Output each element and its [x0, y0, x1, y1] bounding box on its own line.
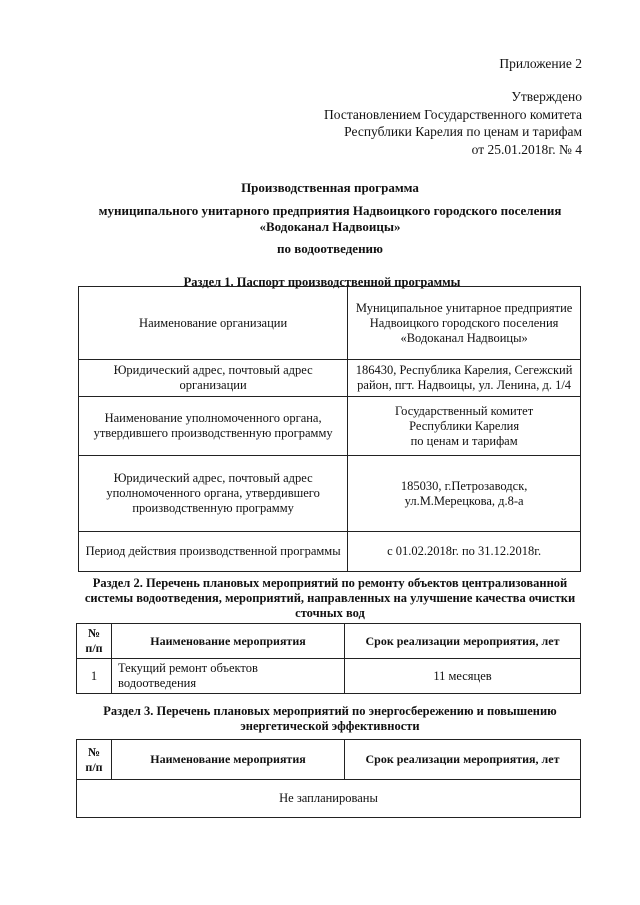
- approval-block: [324, 88, 582, 158]
- passport-row: [79, 456, 581, 532]
- appendix-label: Приложение 2: [499, 56, 582, 71]
- section2-title-line: Раздел 2. Перечень плановых мероприятий по ремонту объектов централизованной: [92, 576, 568, 590]
- passport-value-line: Республики Карелия: [409, 418, 520, 433]
- empty-note: Не запланированы: [77, 780, 581, 818]
- section3-title-line: энергетической эффективности: [240, 719, 420, 733]
- passport-value: [348, 287, 581, 360]
- measures-table: [76, 623, 581, 694]
- section2-title-line: системы водоотведения, мероприятий, направленных на улучшение качества очистки: [84, 591, 576, 605]
- passport-label: Юридический адрес, почтовый адрес уполномоченного органа, утвердившего производственную программу: [79, 456, 348, 532]
- table-row: [77, 659, 581, 694]
- passport-row: [79, 532, 581, 572]
- passport-value-line: 186430, Республика Карелия, Сегежский: [355, 363, 573, 377]
- passport-label: Юридический адрес, почтовый адрес организации: [79, 360, 348, 397]
- passport-label: Период действия производственной программы: [79, 532, 348, 572]
- passport-row: [79, 287, 581, 360]
- passport-row: [79, 360, 581, 397]
- passport-value-line: по ценам и тарифам: [410, 433, 518, 448]
- doc-subtitle: муниципального унитарного предприятия Надвоицкого городского поселения: [98, 203, 562, 218]
- passport-value-line: район, пгт. Надвоицы, ул. Ленина, д. 1/4: [357, 378, 572, 392]
- col-name-header: Наименование мероприятия: [112, 740, 345, 780]
- passport-value-line: 185030, г.Петрозаводск,: [400, 478, 528, 493]
- doc-subtitle-scope: по водоотведению: [277, 241, 383, 256]
- passport-value: с 01.02.2018г. по 31.12.2018г.: [348, 532, 581, 572]
- row-term: 11 месяцев: [345, 659, 581, 694]
- passport-table: [78, 286, 581, 572]
- passport-value-line: «Водоканал Надвоицы»: [400, 330, 528, 345]
- approval-line: Республики Карелия по ценам и тарифам: [344, 124, 582, 139]
- col-name-header: Наименование мероприятия: [112, 624, 345, 659]
- approval-line: Постановлением Государственного комитета: [324, 106, 582, 122]
- passport-value: [348, 456, 581, 532]
- section2-title: [80, 576, 580, 621]
- passport-value-line: Надвоицкого городского поселения: [369, 315, 559, 330]
- section1-caption: Раздел 1. Паспорт производственной программы: [183, 275, 461, 289]
- passport-value: [348, 397, 581, 456]
- col-num-header: № п/п: [77, 624, 112, 659]
- table-row: [77, 780, 581, 818]
- passport-value-line: ул.М.Мерецкова, д.8-а: [404, 493, 524, 508]
- col-term-header: Срок реализации мероприятия, лет: [345, 624, 581, 659]
- approval-line: Утверждено: [511, 89, 582, 104]
- passport-label: Наименование уполномоченного органа, утвердившего производственную программу: [79, 397, 348, 456]
- row-name: Текущий ремонт объектов водоотведения: [112, 659, 345, 694]
- passport-value-line: Государственный комитет: [395, 403, 534, 418]
- energy-table: [76, 739, 581, 818]
- section3-title-line: Раздел 3. Перечень плановых мероприятий по энергосбережению и повышению: [103, 704, 557, 718]
- doc-subtitle-org: «Водоканал Надвоицы»: [259, 219, 401, 234]
- row-num: 1: [77, 659, 112, 694]
- doc-title: Производственная программа: [241, 180, 419, 195]
- section3-title: [80, 704, 580, 734]
- passport-value: [348, 360, 581, 397]
- col-num-header: № п/п: [77, 740, 112, 780]
- table-header-row: [77, 624, 581, 659]
- passport-value-line: Муниципальное унитарное предприятие: [355, 300, 573, 315]
- col-term-header: Срок реализации мероприятия, лет: [345, 740, 581, 780]
- passport-row: [79, 397, 581, 456]
- section2-title-line: сточных вод: [295, 606, 365, 620]
- passport-label: Наименование организации: [79, 287, 348, 360]
- table-header-row: [77, 740, 581, 780]
- approval-line: от 25.01.2018г. № 4: [471, 141, 582, 157]
